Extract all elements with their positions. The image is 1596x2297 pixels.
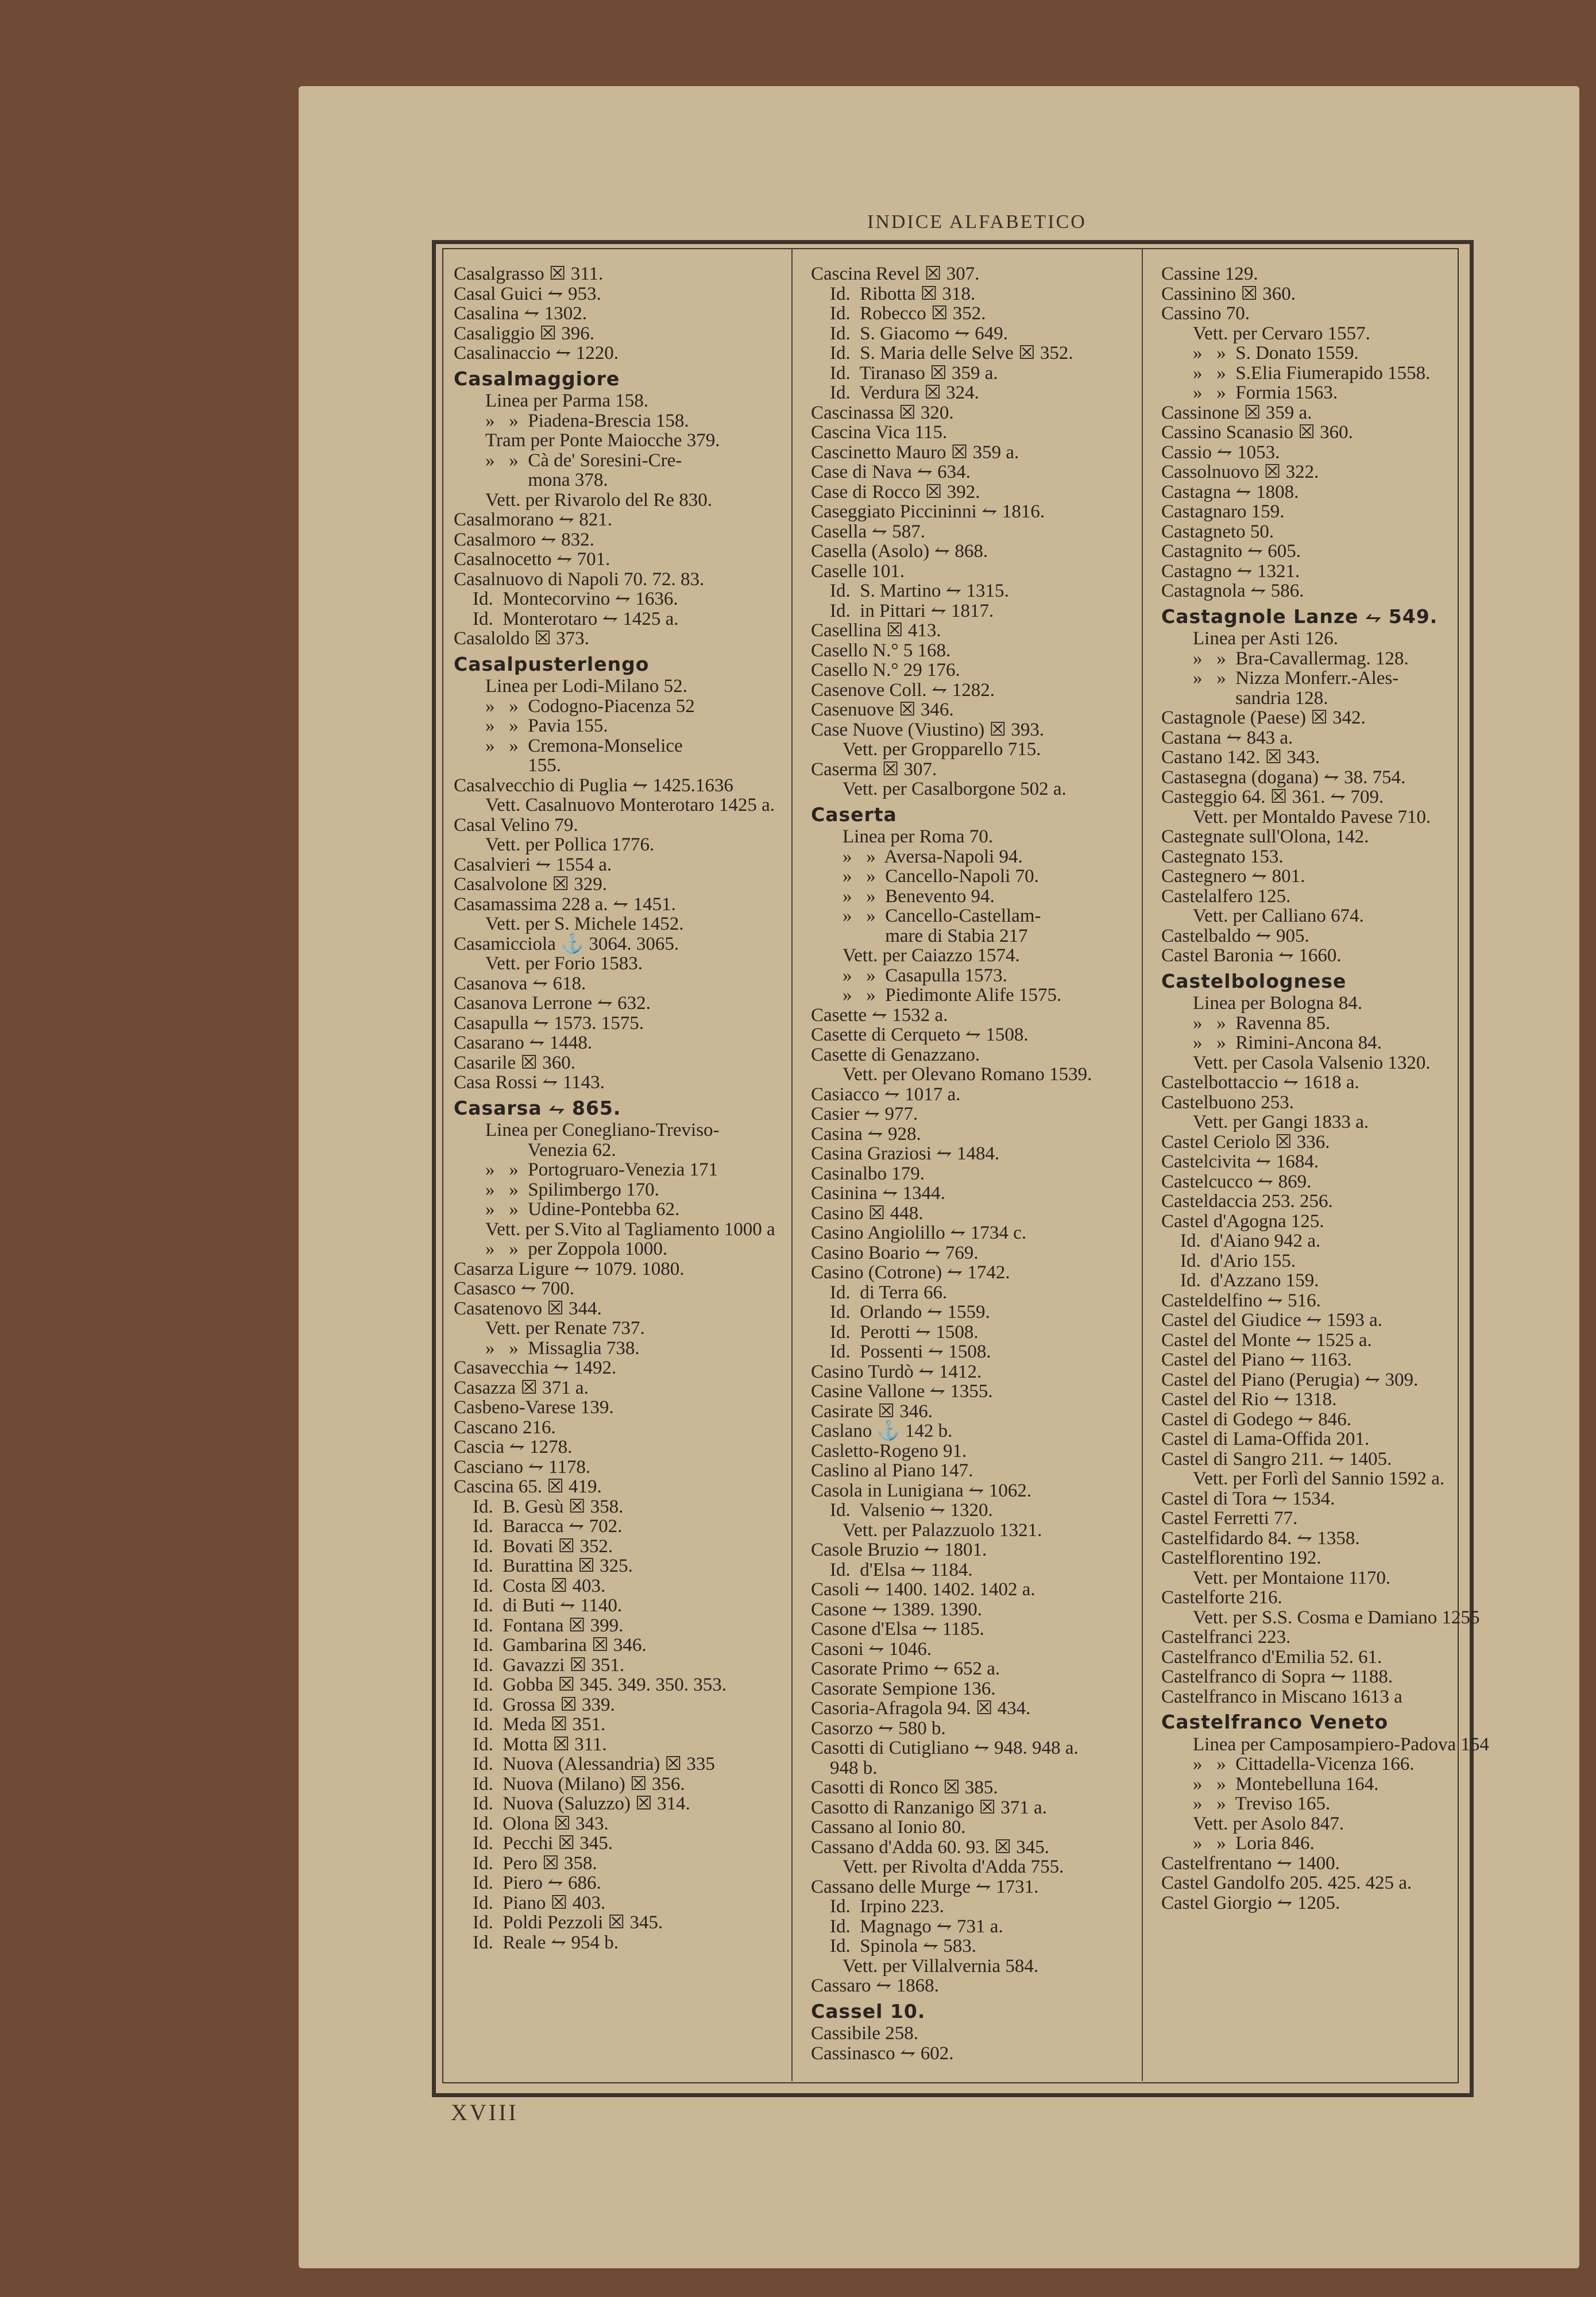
index-entry: Casalmoro ⥊ 832. (454, 529, 594, 550)
index-entry: Castel Gandolfo 205. 425. 425 a. (1161, 1873, 1412, 1893)
index-subentry: sandria 128. (1193, 687, 1328, 709)
index-subentry: » » Cremona-Monselice (485, 735, 683, 756)
index-column-3 (1161, 264, 1500, 1913)
index-subentry: Vett. per Forlì del Sannio 1592 a. (1193, 1468, 1445, 1489)
index-entry: Casasco ⥊ 700. (454, 1278, 575, 1299)
index-entry: Id. S. Martino ⥊ 1315. (811, 581, 1009, 601)
index-entry: Id. Gambarina ☒ 346. (454, 1635, 647, 1656)
index-entry: Cascina 65. ☒ 419. (454, 1476, 602, 1497)
index-entry: Casalvieri ⥊ 1554 a. (454, 854, 612, 875)
index-entry: Id. Reale ⥊ 954 b. (454, 1932, 619, 1953)
index-entry: Casello N.° 5 168. (811, 640, 951, 661)
index-entry: Cascano 216. (454, 1417, 556, 1438)
index-entry: Cassino 70. (1161, 303, 1250, 324)
index-subentry: Vett. per Renate 737. (485, 1318, 645, 1339)
index-entry: Casino ☒ 448. (811, 1202, 923, 1224)
index-subentry: Vett. per Gropparello 715. (843, 739, 1041, 760)
index-entry: Casone ⥊ 1389. 1390. (811, 1599, 983, 1620)
index-entry: Cassaro ⥊ 1868. (811, 1975, 939, 1996)
index-entry: Cassio ⥊ 1053. (1161, 442, 1280, 463)
index-subentry: Vett. per Calliano 674. (1193, 906, 1364, 926)
index-heading: Cassel 10. (811, 2000, 926, 2023)
index-entry: Caslino al Piano 147. (811, 1460, 973, 1481)
index-entry: Castagnola ⥊ 586. (1161, 581, 1304, 601)
index-subentry: Vett. per Casalborgone 502 a. (843, 779, 1066, 799)
index-entry: Id. B. Gesù ☒ 358. (454, 1496, 624, 1517)
index-entry: Casa Rossi ⥊ 1143. (454, 1072, 605, 1093)
index-entry: Id. S. Giacomo ⥊ 649. (811, 323, 1008, 344)
index-entry: Casino Boario ⥊ 769. (811, 1242, 979, 1263)
index-entry: Casalgrasso ☒ 311. (454, 264, 604, 284)
index-entry: Id. Pecchi ☒ 345. (454, 1833, 613, 1854)
index-entry: Casirate ☒ 346. (811, 1401, 933, 1422)
index-subentry: Vett. per Palazzuolo 1321. (843, 1519, 1042, 1541)
index-entry: Cassinino ☒ 360. (1161, 283, 1296, 304)
index-entry: Id. Baracca ⥊ 702. (454, 1516, 623, 1537)
index-subentry: » » Loria 846. (1193, 1833, 1315, 1854)
page-header: INDICE ALFABETICO (867, 211, 1087, 233)
index-heading: Castagnole Lanze ⥊ 549. (1161, 605, 1438, 628)
index-entry: Id. Spinola ⥊ 583. (811, 1936, 976, 1956)
index-entry: Casalvecchio di Puglia ⥊ 1425.1636 (454, 775, 733, 796)
index-entry: Cassinasco ⥊ 602. (811, 2043, 954, 2064)
index-entry: Id. Gobba ☒ 345. 349. 350. 353. (454, 1675, 727, 1695)
index-subentry: Vett. per Montaldo Pavese 710. (1193, 806, 1431, 827)
index-subentry: Vett. per Pollica 1776. (485, 834, 655, 855)
index-subentry: Vett. per Montaione 1170. (1193, 1567, 1391, 1588)
index-entry: Casalmorano ⥊ 821. (454, 509, 613, 530)
index-subentry: » » S.Elia Fiumerapido 1558. (1193, 362, 1431, 384)
index-entry: Caslano ⚓ 142 b. (811, 1421, 953, 1441)
index-entry: Casatenovo ☒ 344. (454, 1298, 602, 1319)
index-entry: Cascina Revel ☒ 307. (811, 264, 980, 284)
index-entry: Id. Orlando ⥊ 1559. (811, 1302, 990, 1322)
index-entry: Cassino Scanasio ☒ 360. (1161, 422, 1353, 443)
index-entry: Id. Valsenio ⥊ 1320. (811, 1500, 993, 1521)
index-subentry: Vett. Casalnuovo Monterotaro 1425 a. (485, 795, 775, 815)
index-entry: Castelflorentino 192. (1161, 1548, 1321, 1568)
index-entry: Casoni ⥊ 1046. (811, 1638, 932, 1660)
index-entry: Caseggiato Piccininni ⥊ 1816. (811, 501, 1045, 522)
index-subentry: Venezia 62. (485, 1139, 616, 1161)
index-entry: Id. Piero ⥊ 686. (454, 1873, 601, 1893)
index-entry: Castel del Piano (Perugia) ⥊ 309. (1161, 1369, 1419, 1390)
index-entry: Casteldelfino ⥊ 516. (1161, 1290, 1321, 1311)
index-entry: Id. Ribotta ☒ 318. (811, 283, 976, 304)
index-subentry: Vett. per S.S. Cosma e Damiano 1255 (1193, 1607, 1480, 1628)
index-entry: Castel Ferretti 77. (1161, 1508, 1298, 1529)
index-subentry: » » Nizza Monferr.-Ales- (1193, 668, 1399, 689)
index-subentry: » » Rimini-Ancona 84. (1193, 1033, 1382, 1053)
index-entry: Caserma ☒ 307. (811, 759, 937, 780)
index-subentry: » » Cancello-Castellam- (843, 906, 1041, 926)
index-subentry: » » Piedimonte Alife 1575. (843, 985, 1062, 1006)
index-entry: Cascinetto Mauro ☒ 359 a. (811, 442, 1019, 463)
index-entry: Casteldaccia 253. 256. (1161, 1191, 1333, 1212)
index-subentry: Linea per Camposampiero-Padova 154 (1193, 1734, 1489, 1755)
index-entry: Id. Magnago ⥊ 731 a. (811, 1916, 1003, 1937)
index-entry: Castasegna (dogana) ⥊ 38. 754. (1161, 767, 1406, 788)
index-subentry: » » Piadena-Brescia 158. (485, 410, 689, 431)
index-entry: Castel del Rio ⥊ 1318. (1161, 1389, 1337, 1410)
index-entry: Id. Motta ☒ 311. (454, 1734, 607, 1755)
index-entry: Id. Robecco ☒ 352. (811, 303, 986, 324)
index-entry: Id. di Terra 66. (811, 1282, 948, 1303)
index-entry: Casalinaccio ⥊ 1220. (454, 343, 619, 364)
index-entry: Id. S. Maria delle Selve ☒ 352. (811, 343, 1073, 364)
index-subentry: » » Cittadella-Vicenza 166. (1193, 1754, 1415, 1774)
index-entry: Cassinone ☒ 359 a. (1161, 402, 1312, 423)
index-entry: Casanova Lerrone ⥊ 632. (454, 993, 651, 1014)
index-entry: Casole Bruzio ⥊ 1801. (811, 1540, 987, 1560)
index-subentry: Vett. per Rivolta d'Adda 755. (843, 1857, 1064, 1877)
index-entry: Id. Nuova (Saluzzo) ☒ 314. (454, 1793, 690, 1814)
index-subentry: Vett. per Cervaro 1557. (1193, 323, 1370, 344)
index-subentry: » » S. Donato 1559. (1193, 343, 1359, 364)
index-entry: Casletto-Rogeno 91. (811, 1440, 967, 1461)
index-entry: Cascinassa ☒ 320. (811, 402, 954, 423)
index-entry: Castelfranco in Miscano 1613 a (1161, 1686, 1402, 1707)
index-entry: Castelfranco di Sopra ⥊ 1188. (1161, 1666, 1393, 1687)
index-entry: Casal Guici ⥊ 953. (454, 283, 601, 304)
index-entry: Casavecchia ⥊ 1492. (454, 1358, 617, 1378)
index-entry: Casenuove ☒ 346. (811, 699, 954, 720)
index-entry: Castel di Lama-Offida 201. (1161, 1429, 1370, 1449)
index-entry: Castelcucco ⥊ 869. (1161, 1171, 1312, 1192)
index-column-2 (811, 264, 1150, 2063)
index-subentry: mona 378. (485, 470, 608, 490)
index-subentry: » » Bra-Cavallermag. 128. (1193, 648, 1409, 669)
index-entry: Casorate Primo ⥊ 652 a. (811, 1658, 1000, 1679)
index-heading: Castelfranco Veneto (1161, 1711, 1389, 1733)
index-subentry: Vett. per Rivarolo del Re 830. (485, 489, 713, 511)
index-entry: Casarza Ligure ⥊ 1079. 1080. (454, 1258, 685, 1279)
index-heading: Caserta (811, 803, 897, 826)
index-subentry: Vett. per Gangi 1833 a. (1193, 1112, 1369, 1132)
index-entry: Castel Baronia ⥊ 1660. (1161, 945, 1342, 966)
index-entry: Casette di Genazzano. (811, 1044, 980, 1065)
index-subentry: 155. (485, 755, 561, 776)
index-entry: Casapulla ⥊ 1573. 1575. (454, 1012, 644, 1034)
index-entry: Casiacco ⥊ 1017 a. (811, 1084, 961, 1105)
index-entry: Castel di Godego ⥊ 846. (1161, 1409, 1352, 1430)
index-entry: Casalnocetto ⥊ 701. (454, 549, 610, 570)
index-entry: Castelfranci 223. (1161, 1627, 1291, 1648)
index-entry: Cascina Vica 115. (811, 422, 948, 443)
index-subentry: » » Pavia 155. (485, 716, 608, 736)
index-entry: Castel di Tora ⥊ 1534. (1161, 1488, 1335, 1509)
index-subentry: » » Ravenna 85. (1193, 1012, 1331, 1034)
index-subentry: » » Formia 1563. (1193, 382, 1338, 403)
index-entry: Id. Meda ☒ 351. (454, 1714, 606, 1735)
index-entry: Cassine 129. (1161, 264, 1258, 284)
index-entry: Casalvolone ☒ 329. (454, 874, 607, 895)
index-entry: Casbeno-Varese 139. (454, 1397, 614, 1418)
index-entry: Castagneto 50. (1161, 521, 1274, 542)
index-subentry: Vett. per S.Vito al Tagliamento 1000 a (485, 1219, 775, 1240)
index-entry: Casal Velino 79. (454, 814, 578, 836)
index-subentry: Vett. per Olevano Romano 1539. (843, 1064, 1092, 1085)
index-column-1 (454, 264, 793, 1952)
index-entry: Casaloldo ☒ 373. (454, 628, 589, 649)
index-entry: Casier ⥊ 977. (811, 1104, 918, 1124)
index-entry: Casteggio 64. ☒ 361. ⥊ 709. (1161, 787, 1384, 807)
index-entry: Id. Nuova (Milano) ☒ 356. (454, 1773, 685, 1795)
index-entry: Id. Tiranaso ☒ 359 a. (811, 362, 998, 384)
index-entry: Id. Irpino 223. (811, 1896, 944, 1917)
index-entry: Casotto di Ranzanigo ☒ 371 a. (811, 1797, 1047, 1818)
index-entry: Casino (Cotrone) ⥊ 1742. (811, 1262, 1010, 1283)
index-entry: Castagnole (Paese) ☒ 342. (1161, 707, 1366, 728)
index-entry: Casoli ⥊ 1400. 1402. 1402 a. (811, 1579, 1035, 1600)
index-entry: Casarile ☒ 360. (454, 1052, 575, 1073)
index-entry: Caselle 101. (811, 560, 905, 582)
index-subentry: Vett. per Caiazzo 1574. (843, 945, 1020, 966)
index-subentry: » » Treviso 165. (1193, 1793, 1331, 1814)
index-entry: Id. Piano ☒ 403. (454, 1892, 606, 1913)
index-entry: Castagna ⥊ 1808. (1161, 481, 1299, 502)
index-subentry: Linea per Asti 126. (1193, 628, 1338, 649)
index-entry: Castel del Giudice ⥊ 1593 a. (1161, 1310, 1383, 1331)
index-entry: Casina Graziosi ⥊ 1484. (811, 1143, 1000, 1164)
index-entry: 948 b. (811, 1757, 878, 1778)
index-entry: Castel Ceriolo ☒ 336. (1161, 1131, 1330, 1153)
index-subentry: Vett. per Casola Valsenio 1320. (1193, 1052, 1431, 1073)
index-entry: Id. Poldi Pezzoli ☒ 345. (454, 1912, 663, 1933)
index-entry: Castelbuono 253. (1161, 1092, 1294, 1113)
index-subentry: » » Casapulla 1573. (843, 965, 1007, 986)
index-entry: Cascia ⥊ 1278. (454, 1437, 573, 1457)
index-entry: Castano 142. ☒ 343. (1161, 747, 1320, 768)
index-entry: Castegnero ⥊ 801. (1161, 866, 1305, 887)
index-entry: Casette ⥊ 1532 a. (811, 1004, 948, 1026)
index-entry: Id. Verdura ☒ 324. (811, 382, 979, 403)
index-entry: Cassano d'Adda 60. 93. ☒ 345. (811, 1836, 1049, 1858)
index-entry: Id. Fontana ☒ 399. (454, 1615, 624, 1636)
index-entry: Casazza ☒ 371 a. (454, 1377, 589, 1398)
index-entry: Castelfranco d'Emilia 52. 61. (1161, 1646, 1382, 1668)
index-entry: Casotti di Cutigliano ⥊ 948. 948 a. (811, 1738, 1079, 1758)
index-entry: Casinina ⥊ 1344. (811, 1183, 945, 1204)
index-entry: Castagno ⥊ 1321. (1161, 560, 1300, 582)
index-entry: Casella ⥊ 587. (811, 521, 926, 542)
index-entry: Casette di Cerqueto ⥊ 1508. (811, 1024, 1029, 1045)
index-entry: Cassolnuovo ☒ 322. (1161, 462, 1319, 482)
index-entry: Castelbottaccio ⥊ 1618 a. (1161, 1072, 1359, 1093)
index-heading: Castelbolognese (1161, 969, 1347, 992)
index-subentry: Linea per Parma 158. (485, 390, 649, 411)
index-entry: Casanova ⥊ 618. (454, 973, 586, 994)
index-entry: Id. Nuova (Alessandria) ☒ 335 (454, 1754, 715, 1774)
index-entry: Case di Rocco ☒ 392. (811, 481, 980, 502)
index-entry: Casino Angiolillo ⥊ 1734 c. (811, 1223, 1027, 1243)
index-entry: Casaliggio ☒ 396. (454, 323, 594, 344)
index-subentry: Vett. per Villalvernia 584. (843, 1955, 1039, 1977)
index-entry: Case di Nava ⥊ 634. (811, 462, 971, 482)
index-entry: Castana ⥊ 843 a. (1161, 727, 1293, 748)
index-entry: Casotti di Ronco ☒ 385. (811, 1777, 998, 1798)
index-entry: Casalnuovo di Napoli 70. 72. 83. (454, 569, 705, 590)
index-subentry: » » Benevento 94. (843, 885, 995, 907)
index-entry: Castelbaldo ⥊ 905. (1161, 925, 1309, 946)
index-entry: Id. Perotti ⥊ 1508. (811, 1321, 979, 1343)
index-entry: Id. Possenti ⥊ 1508. (811, 1341, 991, 1362)
index-subentry: » » per Zoppola 1000. (485, 1239, 668, 1259)
index-entry: Castegnato 153. (1161, 846, 1284, 867)
index-subentry: Vett. per Asolo 847. (1193, 1813, 1344, 1834)
page-number: XVIII (451, 2099, 519, 2125)
index-entry: Id. Burattina ☒ 325. (454, 1556, 633, 1576)
index-subentry: mare di Stabia 217 (843, 925, 1028, 946)
index-entry: Casellina ☒ 413. (811, 620, 941, 641)
index-entry: Id. in Pittari ⥊ 1817. (811, 600, 994, 621)
index-entry: Casorzo ⥊ 580 b. (811, 1718, 946, 1739)
index-subentry: Linea per Lodi-Milano 52. (485, 676, 687, 697)
index-entry: Casamicciola ⚓ 3064. 3065. (454, 933, 679, 954)
index-subentry: » » Udine-Pontebba 62. (485, 1199, 680, 1220)
index-subentry: Vett. per S. Michele 1452. (485, 914, 684, 934)
index-entry: Castel di Sangro 211. ⥊ 1405. (1161, 1448, 1392, 1470)
index-subentry: » » Missaglia 738. (485, 1337, 640, 1359)
index-subentry: » » Spilimbergo 170. (485, 1179, 659, 1200)
index-entry: Castel Giorgio ⥊ 1205. (1161, 1892, 1340, 1913)
index-entry: Id. d'Aiano 942 a. (1161, 1231, 1321, 1251)
index-entry: Casina ⥊ 928. (811, 1123, 921, 1144)
index-entry: Casamassima 228 a. ⥊ 1451. (454, 894, 676, 915)
index-entry: Id. Bovati ☒ 352. (454, 1536, 613, 1557)
index-entry: Casciano ⥊ 1178. (454, 1456, 591, 1478)
index-entry: Casone d'Elsa ⥊ 1185. (811, 1619, 984, 1639)
index-subentry: » » Aversa-Napoli 94. (843, 846, 1023, 867)
index-entry: Id. Costa ☒ 403. (454, 1575, 606, 1596)
index-heading: Casarsa ⥊ 865. (454, 1096, 621, 1119)
index-entry: Id. d'Elsa ⥊ 1184. (811, 1559, 973, 1580)
index-entry: Id. Monterotaro ⥊ 1425 a. (454, 608, 679, 629)
index-entry: Id. d'Ario 155. (1161, 1250, 1296, 1271)
index-entry: Casola in Lunigiana ⥊ 1062. (811, 1480, 1032, 1501)
index-entry: Id. di Buti ⥊ 1140. (454, 1595, 623, 1616)
index-subentry: Linea per Bologna 84. (1193, 993, 1363, 1014)
index-entry: Casoria-Afragola 94. ☒ 434. (811, 1698, 1031, 1719)
index-entry: Id. Grossa ☒ 339. (454, 1694, 615, 1715)
index-entry: Casino Turdò ⥊ 1412. (811, 1361, 982, 1382)
index-entry: Id. Pero ☒ 358. (454, 1853, 597, 1874)
index-entry: Casalina ⥊ 1302. (454, 303, 588, 324)
index-heading: Casalmaggiore (454, 367, 620, 390)
index-entry: Casello N.° 29 176. (811, 660, 960, 680)
index-entry: Id. d'Azzano 159. (1161, 1270, 1319, 1291)
index-entry: Case Nuove (Viustino) ☒ 393. (811, 719, 1045, 740)
index-entry: Castelalfero 125. (1161, 885, 1291, 907)
index-entry: Castegnate sull'Olona, 142. (1161, 826, 1369, 847)
index-entry: Casarano ⥊ 1448. (454, 1033, 593, 1053)
index-entry: Casorate Sempione 136. (811, 1678, 996, 1699)
index-subentry: » » Cà de' Soresini-Cre- (485, 450, 682, 471)
index-subentry: » » Cancello-Napoli 70. (843, 866, 1039, 887)
index-entry: Castelcivita ⥊ 1684. (1161, 1151, 1319, 1172)
index-entry: Castelfrentano ⥊ 1400. (1161, 1853, 1340, 1874)
index-entry: Cassano al Ionio 80. (811, 1817, 966, 1838)
index-entry: Castelforte 216. (1161, 1587, 1282, 1608)
index-entry: Castagnaro 159. (1161, 501, 1285, 522)
index-entry: Casinalbo 179. (811, 1163, 925, 1184)
index-entry: Castagnito ⥊ 605. (1161, 541, 1301, 562)
index-heading: Casalpusterlengo (454, 652, 650, 675)
index-entry: Id. Montecorvino ⥊ 1636. (454, 589, 678, 609)
index-subentry: » » Codogno-Piacenza 52 (485, 695, 695, 717)
index-entry: Castelfidardo 84. ⥊ 1358. (1161, 1528, 1360, 1549)
index-entry: Id. Olona ☒ 343. (454, 1813, 609, 1834)
index-entry: Cassibile 258. (811, 2023, 918, 2044)
index-subentry: Linea per Conegliano-Treviso- (485, 1120, 720, 1140)
index-entry: Castel del Piano ⥊ 1163. (1161, 1349, 1352, 1370)
index-subentry: Tram per Ponte Maiocche 379. (485, 430, 720, 451)
index-entry: Castel del Monte ⥊ 1525 a. (1161, 1329, 1372, 1351)
index-entry: Id. Gavazzi ☒ 351. (454, 1654, 625, 1676)
index-entry: Casenove Coll. ⥊ 1282. (811, 679, 995, 701)
index-subentry: » » Montebelluna 164. (1193, 1773, 1379, 1795)
index-entry: Cassano delle Murge ⥊ 1731. (811, 1876, 1039, 1897)
index-subentry: Linea per Roma 70. (843, 826, 994, 847)
index-entry: Castel d'Agogna 125. (1161, 1211, 1324, 1232)
index-entry: Casine Vallone ⥊ 1355. (811, 1381, 993, 1402)
index-subentry: Vett. per Forio 1583. (485, 953, 643, 974)
index-subentry: » » Portogruaro-Venezia 171 (485, 1159, 718, 1180)
index-entry: Casella (Asolo) ⥊ 868. (811, 541, 988, 562)
